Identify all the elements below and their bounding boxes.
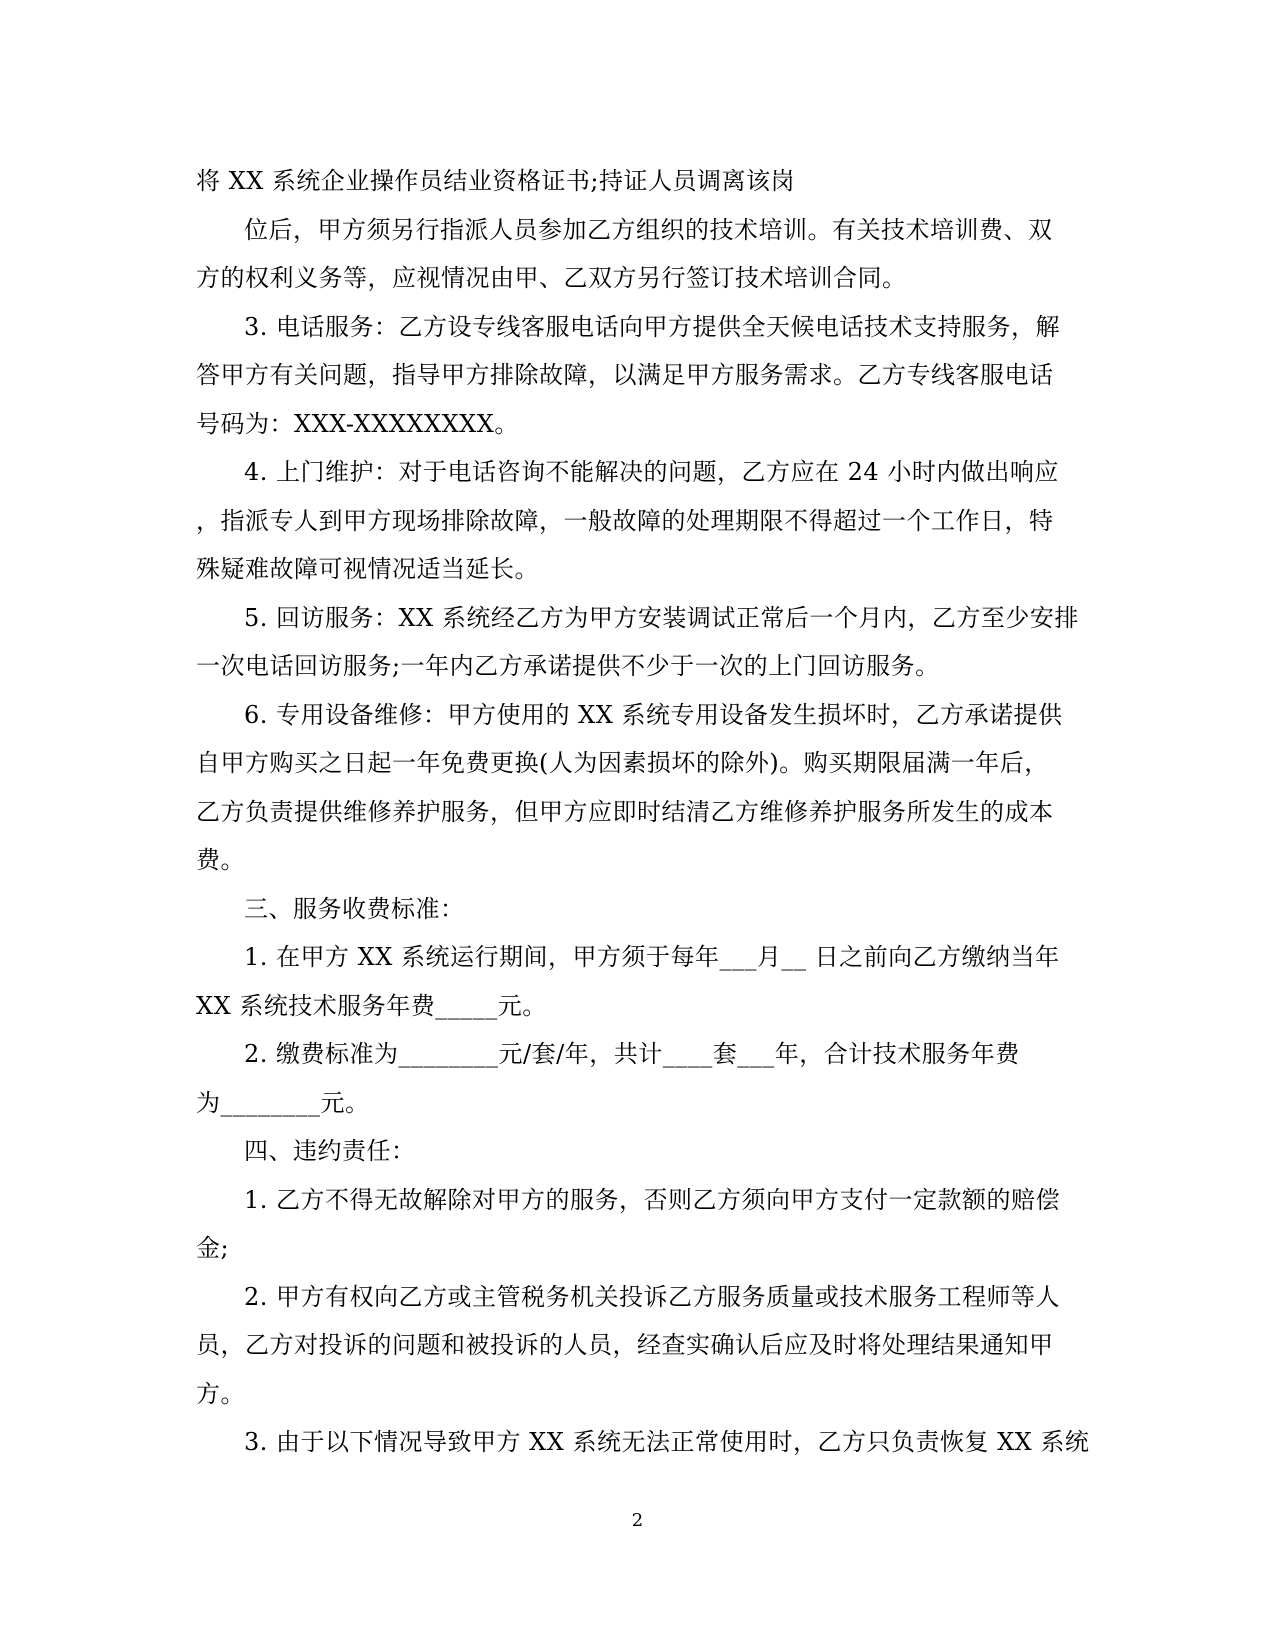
text-line: 费。 <box>196 846 245 874</box>
text-line: 4. 上门维护：对于电话咨询不能解决的问题，乙方应在 24 小时内做出响应 <box>244 458 1059 486</box>
text-line: 将 XX 系统企业操作员结业资格证书;持证人员调离该岗 <box>196 167 796 195</box>
text-line: 号码为：XXX-XXXXXXXX。 <box>196 409 519 438</box>
text-line: 位后，甲方须另行指派人员参加乙方组织的技术培训。有关技术培训费、双 <box>244 215 1053 244</box>
text-line: 自甲方购买之日起一年免费更换(人为因素损坏的除外)。购买期限届满一年后， <box>196 749 1049 777</box>
text-line: 2. 甲方有权向乙方或主管税务机关投诉乙方服务质量或技术服务工程师等人 <box>244 1282 1061 1311</box>
text-line: 3. 由于以下情况导致甲方 XX 系统无法正常使用时，乙方只负责恢复 XX 系统 <box>244 1428 1090 1456</box>
text-line: ，指派专人到甲方现场排除故障，一般故障的处理期限不得超过一个工作日，特 <box>196 506 1054 535</box>
text-line: 方。 <box>196 1379 245 1408</box>
text-line: 乙方负责提供维修养护服务，但甲方应即时结清乙方维修养护服务所发生的成本 <box>196 797 1054 826</box>
text-line: 殊疑难故障可视情况适当延长。 <box>196 555 539 583</box>
text-line: 员，乙方对投诉的问题和被投诉的人员，经查实确认后应及时将处理结果通知甲 <box>196 1331 1054 1359</box>
text-line: 6. 专用设备维修：甲方使用的 XX 系统专用设备发生损坏时，乙方承诺提供 <box>244 700 1063 729</box>
text-line: 3. 电话服务：乙方设专线客服电话向甲方提供全天候电话技术支持服务，解 <box>244 312 1061 341</box>
text-line: XX 系统技术服务年费_____元。 <box>196 991 547 1020</box>
text-line: 1. 在甲方 XX 系统运行期间，甲方须于每年___月__ 日之前向乙方缴纳当年 <box>244 943 1060 971</box>
text-line: 为________元。 <box>196 1088 370 1117</box>
section-heading: 四、违约责任： <box>244 1137 416 1165</box>
section-heading: 三、服务收费标准： <box>244 894 465 923</box>
text-line: 一次电话回访服务;一年内乙方承诺提供不少于一次的上门回访服务。 <box>196 652 940 680</box>
text-line: 1. 乙方不得无故解除对甲方的服务，否则乙方须向甲方支付一定款额的赔偿 <box>244 1185 1061 1214</box>
text-line: 方的权利义务等，应视情况由甲、乙双方另行签订技术培训合同。 <box>196 264 907 292</box>
text-line: 5. 回访服务：XX 系统经乙方为甲方安装调试正常后一个月内，乙方至少安排 <box>244 603 1079 632</box>
page-number: 2 <box>631 1510 644 1531</box>
text-line: 答甲方有关问题，指导甲方排除故障，以满足甲方服务需求。乙方专线客服电话 <box>196 361 1054 389</box>
text-line: 2. 缴费标准为________元/套/年，共计____套___年，合计技术服务年费 <box>244 1040 1020 1068</box>
text-line: 金; <box>196 1234 230 1262</box>
document-body <box>196 157 1090 1467</box>
